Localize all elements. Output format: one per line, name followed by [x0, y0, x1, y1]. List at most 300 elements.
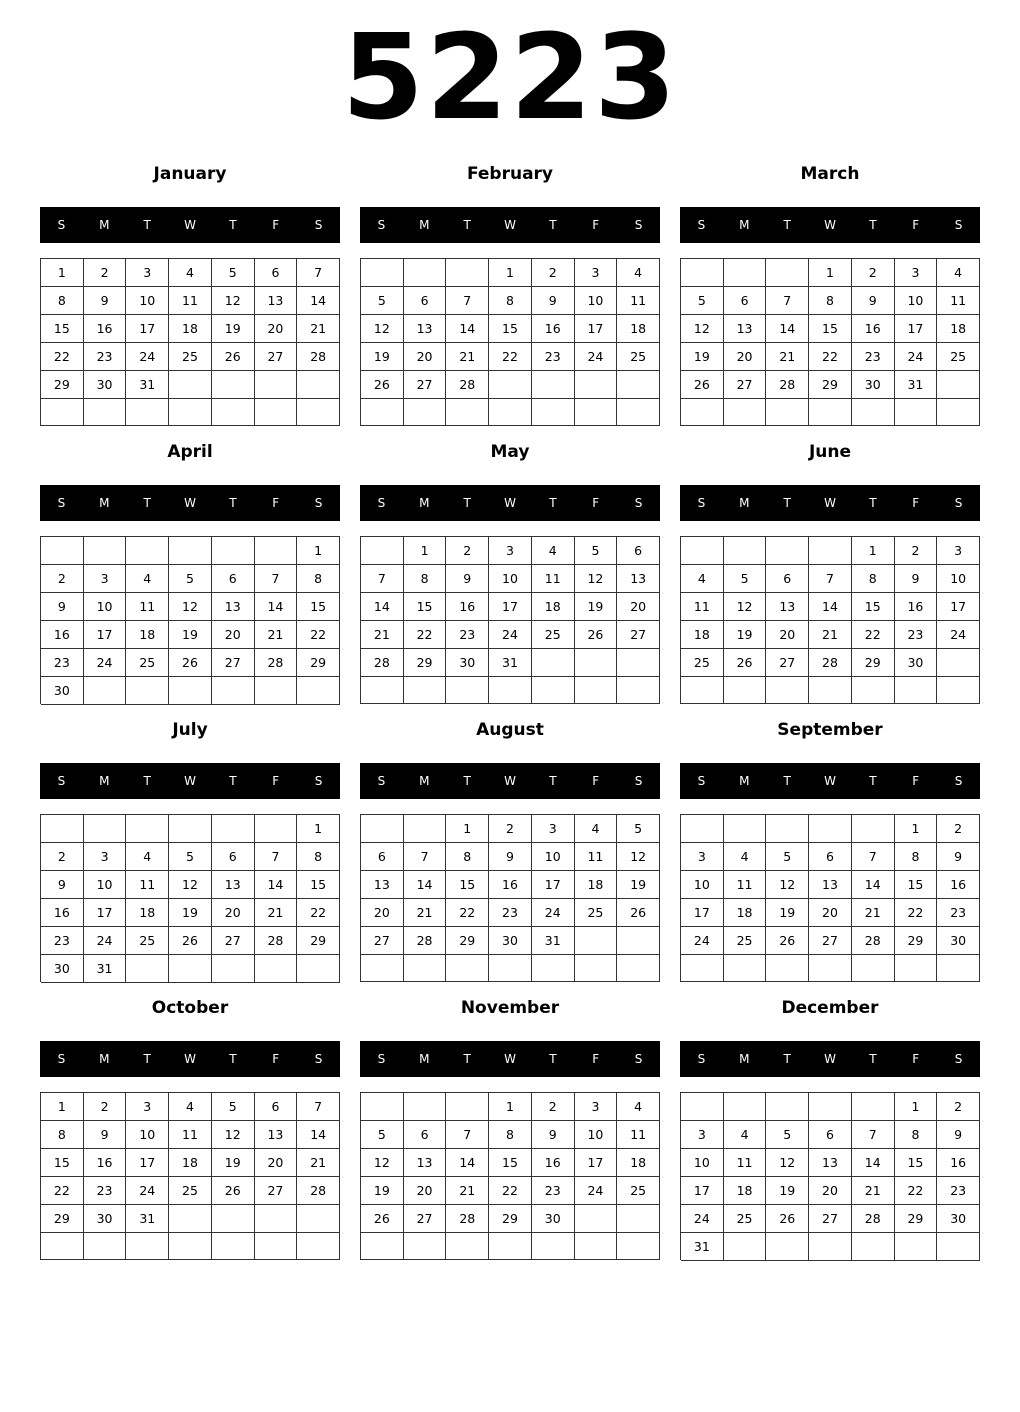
day-cell: 11 [532, 565, 575, 593]
day-cell: 20 [255, 1149, 298, 1177]
day-cell [575, 649, 618, 677]
day-cell [404, 1233, 447, 1260]
day-cell [809, 955, 852, 982]
day-cell [575, 1233, 618, 1260]
weekday-label: T [549, 218, 557, 232]
day-cell: 28 [446, 1205, 489, 1233]
day-cell [255, 1233, 298, 1260]
weekday-label: T [549, 774, 557, 788]
day-cell: 3 [681, 843, 724, 871]
day-cell [84, 677, 127, 705]
day-cell: 3 [489, 537, 532, 565]
weekday-header [680, 1041, 980, 1077]
day-cell: 19 [169, 621, 212, 649]
day-cell: 16 [41, 899, 84, 927]
day-cell: 24 [84, 927, 127, 955]
day-cell [532, 677, 575, 704]
day-cell: 21 [446, 1177, 489, 1205]
day-cell: 16 [937, 871, 980, 899]
weekday-label: S [314, 1052, 323, 1066]
day-cell: 22 [404, 621, 447, 649]
weekday-label: W [504, 218, 516, 232]
day-cell: 18 [617, 315, 660, 343]
day-cell: 22 [809, 343, 852, 371]
day-cell: 28 [297, 1177, 340, 1205]
weekday-label: F [272, 496, 280, 510]
day-cell: 17 [126, 1149, 169, 1177]
day-cell [297, 399, 340, 426]
day-cell: 13 [766, 593, 809, 621]
weekday-label: W [824, 1052, 836, 1066]
day-cell: 12 [212, 287, 255, 315]
day-cell: 15 [41, 315, 84, 343]
day-cell: 30 [41, 955, 84, 983]
day-cell: 3 [575, 259, 618, 287]
weekday-header [360, 1041, 660, 1077]
day-cell [724, 677, 767, 704]
day-cell: 30 [852, 371, 895, 399]
day-cell [361, 537, 404, 565]
day-cell: 5 [617, 815, 660, 843]
weekday-label: M [739, 496, 750, 510]
day-cell: 24 [681, 927, 724, 955]
day-cell: 7 [809, 565, 852, 593]
day-cell [169, 371, 212, 399]
day-cell: 19 [361, 343, 404, 371]
day-cell: 1 [404, 537, 447, 565]
day-cell: 23 [532, 343, 575, 371]
day-cell: 28 [255, 927, 298, 955]
day-cell [937, 371, 980, 399]
day-cell: 26 [681, 371, 724, 399]
day-cell [575, 399, 618, 426]
day-cell [895, 955, 938, 982]
weekday-label: S [314, 496, 323, 510]
day-cell: 17 [681, 1177, 724, 1205]
day-cell [84, 537, 127, 565]
day-grid [680, 1092, 980, 1260]
day-cell [937, 955, 980, 982]
weekday-label: T [869, 1052, 877, 1066]
day-cell [297, 371, 340, 399]
day-cell: 26 [766, 1205, 809, 1233]
weekday-label: T [549, 1052, 557, 1066]
day-cell: 27 [255, 1177, 298, 1205]
day-cell: 22 [297, 899, 340, 927]
day-cell: 30 [489, 927, 532, 955]
month-name: March [800, 164, 860, 184]
day-cell: 28 [255, 649, 298, 677]
day-cell: 13 [809, 871, 852, 899]
day-cell: 29 [852, 649, 895, 677]
day-cell: 22 [297, 621, 340, 649]
day-cell: 15 [489, 1149, 532, 1177]
day-cell: 1 [41, 1093, 84, 1121]
day-cell: 13 [255, 287, 298, 315]
month-name: May [490, 442, 530, 462]
day-cell: 26 [361, 371, 404, 399]
day-cell: 20 [404, 343, 447, 371]
day-cell [617, 1205, 660, 1233]
day-cell: 8 [489, 287, 532, 315]
weekday-label: F [592, 496, 600, 510]
day-cell: 10 [84, 593, 127, 621]
day-cell: 25 [169, 1177, 212, 1205]
day-cell [126, 537, 169, 565]
day-cell: 7 [297, 259, 340, 287]
day-cell: 26 [169, 927, 212, 955]
day-cell [404, 955, 447, 982]
day-cell: 29 [297, 649, 340, 677]
weekday-label: S [377, 1052, 386, 1066]
day-cell [724, 399, 767, 426]
weekday-label: W [824, 218, 836, 232]
day-cell: 7 [404, 843, 447, 871]
day-cell: 9 [84, 287, 127, 315]
day-cell: 16 [532, 1149, 575, 1177]
day-cell: 14 [852, 871, 895, 899]
day-cell: 6 [212, 843, 255, 871]
day-cell: 12 [169, 871, 212, 899]
weekday-label: W [184, 774, 196, 788]
day-cell: 13 [212, 593, 255, 621]
day-cell [681, 259, 724, 287]
day-cell: 3 [126, 1093, 169, 1121]
day-cell: 25 [575, 899, 618, 927]
day-cell: 26 [361, 1205, 404, 1233]
day-cell: 2 [41, 565, 84, 593]
weekday-label: T [869, 774, 877, 788]
weekday-label: T [869, 218, 877, 232]
day-cell: 19 [169, 899, 212, 927]
day-cell [681, 537, 724, 565]
day-cell: 12 [766, 1149, 809, 1177]
day-cell: 8 [41, 287, 84, 315]
weekday-label: T [463, 496, 471, 510]
day-cell [852, 815, 895, 843]
weekday-label: S [634, 218, 643, 232]
day-cell: 28 [404, 927, 447, 955]
day-cell [361, 815, 404, 843]
day-cell [361, 677, 404, 704]
day-cell: 13 [255, 1121, 298, 1149]
day-cell: 14 [297, 1121, 340, 1149]
day-cell: 10 [126, 1121, 169, 1149]
day-cell [852, 399, 895, 426]
day-cell [404, 259, 447, 287]
day-cell: 24 [681, 1205, 724, 1233]
day-cell: 18 [169, 315, 212, 343]
day-cell: 23 [852, 343, 895, 371]
day-cell [852, 1093, 895, 1121]
weekday-label: F [912, 774, 920, 788]
weekday-header [680, 763, 980, 799]
day-cell: 9 [532, 287, 575, 315]
day-cell: 10 [489, 565, 532, 593]
day-cell: 28 [809, 649, 852, 677]
day-cell: 6 [255, 1093, 298, 1121]
day-cell [404, 677, 447, 704]
day-cell: 3 [895, 259, 938, 287]
day-cell: 10 [575, 287, 618, 315]
weekday-label: F [592, 774, 600, 788]
day-cell: 18 [126, 621, 169, 649]
weekday-label: S [697, 774, 706, 788]
day-cell [617, 927, 660, 955]
day-cell [575, 1205, 618, 1233]
day-cell [489, 955, 532, 982]
day-cell: 5 [766, 1121, 809, 1149]
day-cell [809, 537, 852, 565]
day-cell: 16 [937, 1149, 980, 1177]
day-cell: 28 [361, 649, 404, 677]
weekday-label: F [592, 218, 600, 232]
day-cell [255, 399, 298, 426]
weekday-label: T [229, 218, 237, 232]
day-cell: 8 [297, 565, 340, 593]
day-cell [766, 955, 809, 982]
day-cell: 30 [937, 927, 980, 955]
day-cell: 3 [681, 1121, 724, 1149]
day-cell: 2 [489, 815, 532, 843]
day-cell: 17 [532, 871, 575, 899]
day-cell: 8 [852, 565, 895, 593]
day-cell: 4 [724, 1121, 767, 1149]
day-cell: 11 [724, 871, 767, 899]
day-cell [169, 677, 212, 705]
day-cell: 13 [724, 315, 767, 343]
day-cell [575, 677, 618, 704]
day-cell: 24 [489, 621, 532, 649]
day-cell: 5 [681, 287, 724, 315]
weekday-label: W [504, 496, 516, 510]
day-grid [360, 814, 660, 982]
day-cell: 11 [681, 593, 724, 621]
weekday-label: T [869, 496, 877, 510]
day-cell: 23 [84, 343, 127, 371]
day-cell [169, 1205, 212, 1233]
day-cell: 23 [446, 621, 489, 649]
day-cell: 16 [41, 621, 84, 649]
weekday-label: S [634, 1052, 643, 1066]
day-cell: 11 [126, 593, 169, 621]
weekday-label: S [377, 774, 386, 788]
day-cell: 14 [404, 871, 447, 899]
day-cell: 20 [809, 1177, 852, 1205]
day-cell: 2 [852, 259, 895, 287]
day-cell: 21 [404, 899, 447, 927]
month-name: July [172, 720, 208, 740]
day-cell: 25 [532, 621, 575, 649]
day-cell [681, 677, 724, 704]
month-name: October [151, 998, 229, 1018]
day-cell: 17 [937, 593, 980, 621]
day-cell: 5 [212, 1093, 255, 1121]
day-cell: 4 [126, 843, 169, 871]
day-cell: 1 [41, 259, 84, 287]
day-cell [681, 815, 724, 843]
day-cell: 5 [724, 565, 767, 593]
day-cell [212, 1233, 255, 1260]
day-cell: 22 [895, 899, 938, 927]
day-cell: 14 [446, 1149, 489, 1177]
weekday-label: T [463, 1052, 471, 1066]
day-grid [40, 1092, 340, 1260]
weekday-label: M [739, 218, 750, 232]
day-cell: 21 [852, 1177, 895, 1205]
weekday-label: M [419, 1052, 430, 1066]
day-cell [532, 399, 575, 426]
day-cell: 8 [404, 565, 447, 593]
day-grid [680, 814, 980, 982]
day-cell [297, 1233, 340, 1260]
weekday-label: S [954, 774, 963, 788]
day-cell [361, 955, 404, 982]
day-cell: 27 [212, 649, 255, 677]
day-cell: 30 [41, 677, 84, 705]
weekday-label: M [739, 774, 750, 788]
day-cell: 8 [446, 843, 489, 871]
day-cell: 18 [532, 593, 575, 621]
weekday-label: T [783, 774, 791, 788]
day-cell [84, 1233, 127, 1260]
day-cell [169, 537, 212, 565]
day-cell: 22 [852, 621, 895, 649]
day-cell: 20 [212, 621, 255, 649]
day-cell: 25 [937, 343, 980, 371]
day-cell: 14 [255, 593, 298, 621]
day-cell: 31 [126, 371, 169, 399]
day-cell: 13 [361, 871, 404, 899]
weekday-label: T [229, 1052, 237, 1066]
day-cell: 25 [681, 649, 724, 677]
day-cell: 22 [489, 1177, 532, 1205]
day-cell [361, 1093, 404, 1121]
day-cell: 12 [766, 871, 809, 899]
day-cell: 1 [446, 815, 489, 843]
day-cell: 5 [361, 287, 404, 315]
day-cell: 28 [446, 371, 489, 399]
day-cell: 27 [212, 927, 255, 955]
day-cell [766, 259, 809, 287]
weekday-label: S [954, 496, 963, 510]
day-cell: 24 [126, 1177, 169, 1205]
day-cell: 31 [681, 1233, 724, 1261]
day-cell: 31 [532, 927, 575, 955]
day-cell: 19 [361, 1177, 404, 1205]
day-cell: 16 [84, 1149, 127, 1177]
day-cell: 17 [84, 621, 127, 649]
day-cell: 29 [895, 927, 938, 955]
weekday-label: T [783, 496, 791, 510]
day-cell: 26 [212, 1177, 255, 1205]
day-cell: 18 [724, 899, 767, 927]
day-cell: 4 [937, 259, 980, 287]
day-cell: 1 [809, 259, 852, 287]
weekday-label: T [143, 1052, 151, 1066]
weekday-label: W [824, 774, 836, 788]
day-cell: 10 [681, 871, 724, 899]
weekday-label: W [184, 218, 196, 232]
day-cell: 27 [809, 1205, 852, 1233]
day-cell: 12 [724, 593, 767, 621]
day-cell: 15 [895, 1149, 938, 1177]
weekday-label: M [99, 218, 110, 232]
day-cell [532, 955, 575, 982]
day-cell [446, 399, 489, 426]
day-cell: 25 [724, 927, 767, 955]
day-cell [212, 399, 255, 426]
day-cell [212, 955, 255, 983]
day-cell: 11 [937, 287, 980, 315]
day-cell: 21 [446, 343, 489, 371]
day-cell: 30 [84, 1205, 127, 1233]
day-cell: 16 [532, 315, 575, 343]
day-cell [809, 677, 852, 704]
day-cell: 20 [724, 343, 767, 371]
day-cell [617, 399, 660, 426]
day-cell: 27 [255, 343, 298, 371]
day-cell: 22 [446, 899, 489, 927]
day-cell: 1 [297, 815, 340, 843]
day-cell: 27 [361, 927, 404, 955]
day-cell [489, 1233, 532, 1260]
day-cell: 24 [126, 343, 169, 371]
day-cell: 19 [212, 1149, 255, 1177]
weekday-label: F [272, 218, 280, 232]
weekday-label: S [57, 1052, 66, 1066]
weekday-header [360, 763, 660, 799]
day-cell: 21 [809, 621, 852, 649]
day-cell [809, 1233, 852, 1261]
day-cell: 17 [126, 315, 169, 343]
day-grid [40, 258, 340, 426]
day-cell [255, 371, 298, 399]
day-cell: 8 [297, 843, 340, 871]
weekday-label: W [824, 496, 836, 510]
day-cell [297, 677, 340, 705]
day-cell: 11 [724, 1149, 767, 1177]
day-cell [809, 1093, 852, 1121]
day-cell [255, 537, 298, 565]
day-cell: 20 [617, 593, 660, 621]
day-cell: 31 [895, 371, 938, 399]
day-cell: 29 [809, 371, 852, 399]
day-cell: 31 [126, 1205, 169, 1233]
day-cell [212, 1205, 255, 1233]
day-cell [937, 649, 980, 677]
day-cell: 15 [895, 871, 938, 899]
day-cell: 11 [617, 287, 660, 315]
weekday-label: M [419, 496, 430, 510]
weekday-label: S [57, 496, 66, 510]
day-cell: 4 [126, 565, 169, 593]
day-cell: 13 [212, 871, 255, 899]
day-cell: 26 [766, 927, 809, 955]
day-cell: 15 [41, 1149, 84, 1177]
day-cell: 7 [255, 565, 298, 593]
day-cell: 28 [852, 1205, 895, 1233]
day-cell [617, 955, 660, 982]
day-cell [446, 955, 489, 982]
day-cell [809, 815, 852, 843]
weekday-label: M [99, 496, 110, 510]
day-cell [489, 371, 532, 399]
day-cell: 16 [489, 871, 532, 899]
day-cell [361, 1233, 404, 1260]
day-cell [575, 371, 618, 399]
day-cell: 14 [255, 871, 298, 899]
